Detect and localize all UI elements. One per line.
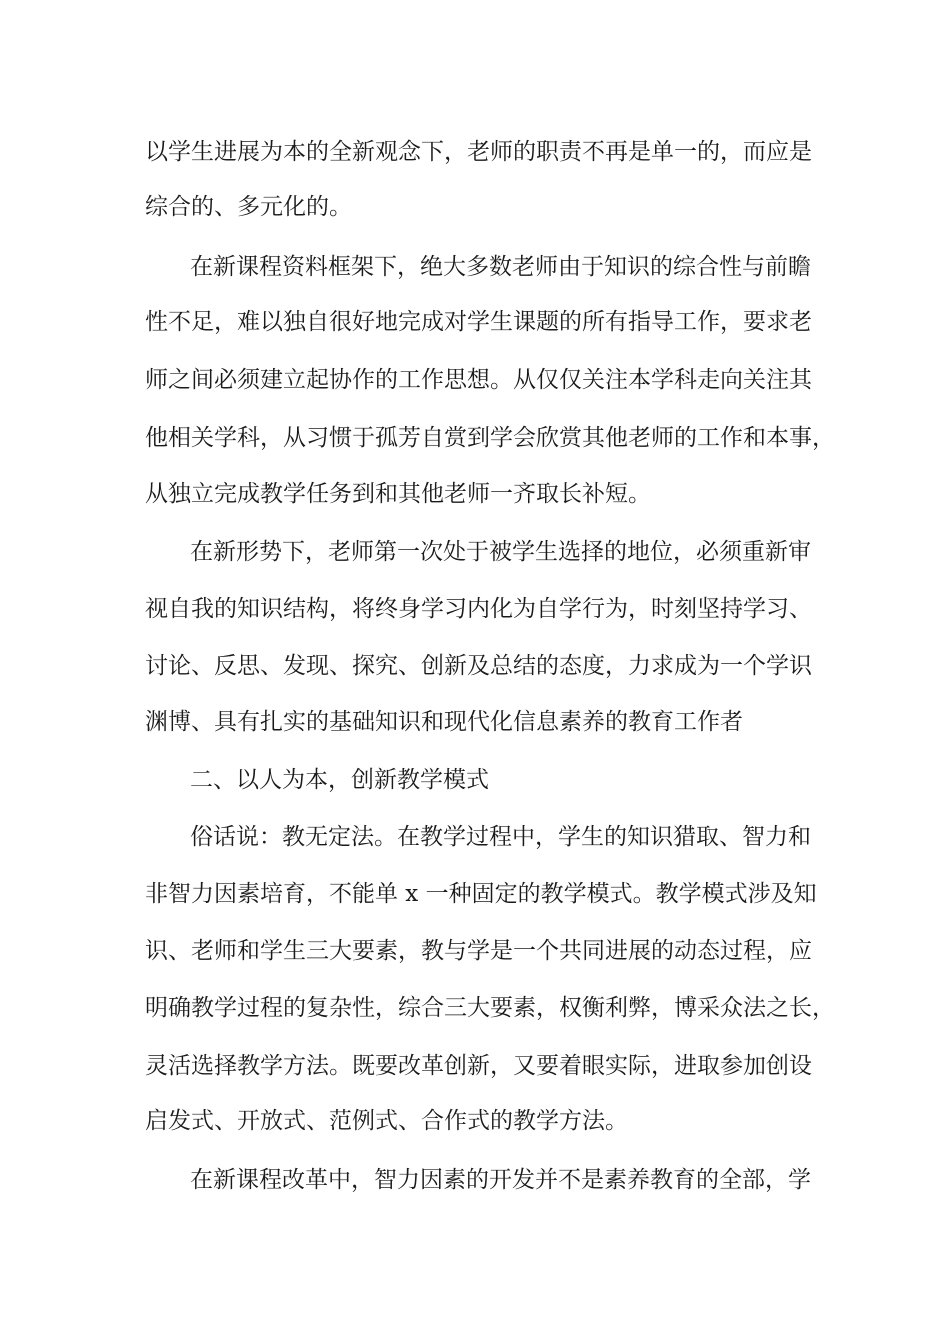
text-line: 识、老师和学生三大要素，教与学是一个共同进展的动态过程，应 <box>145 938 812 964</box>
text-line: 以学生进展为本的全新观念下，老师的职责不再是单一的，而应是 <box>145 139 812 165</box>
text-line: 从独立完成教学任务到和其他老师一齐取长补短。 <box>145 481 651 507</box>
text-line: 渊博、具有扎实的基础知识和现代化信息素养的教育工作者 <box>145 709 743 735</box>
text-line: 性不足，难以独自很好地完成对学生课题的所有指导工作，要求老 <box>145 309 812 335</box>
text-line: 灵活选择教学方法。既要改革创新，又要着眼实际，进取参加创设 <box>145 1053 812 1079</box>
text-line: 综合的、多元化的。 <box>145 194 352 220</box>
text-line: 师之间必须建立起协作的工作思想。从仅仅关注本学科走向关注其 <box>145 367 812 393</box>
paragraph-first-line: 在新形势下，老师第一次处于被学生选择的地位，必须重新审 <box>190 539 811 565</box>
text-line: 视自我的知识结构，将终身学习内化为自学行为，时刻坚持学习、 <box>145 596 812 622</box>
paragraph-first-line: 在新课程改革中，智力因素的开发并不是素养教育的全部，学 <box>190 1167 811 1193</box>
text-line: 他相关学科，从习惯于孤芳自赏到学会欣赏其他老师的工作和本事， <box>145 425 835 451</box>
section-heading: 二、以人为本，创新教学模式 <box>190 767 489 793</box>
text-line: 讨论、反思、发现、探究、创新及总结的态度，力求成为一个学识 <box>145 653 812 679</box>
text-line: 非智力因素培育，不能单 x 一种固定的教学模式。教学模式涉及知 <box>145 881 817 907</box>
paragraph-first-line: 在新课程资料框架下，绝大多数老师由于知识的综合性与前瞻 <box>190 254 811 280</box>
text-line: 明确教学过程的复杂性，综合三大要素，权衡利弊，博采众法之长， <box>145 995 835 1021</box>
text-line: 启发式、开放式、范例式、合作式的教学方法。 <box>145 1108 628 1134</box>
paragraph-first-line: 俗话说：教无定法。在教学过程中，学生的知识猎取、智力和 <box>190 824 811 850</box>
